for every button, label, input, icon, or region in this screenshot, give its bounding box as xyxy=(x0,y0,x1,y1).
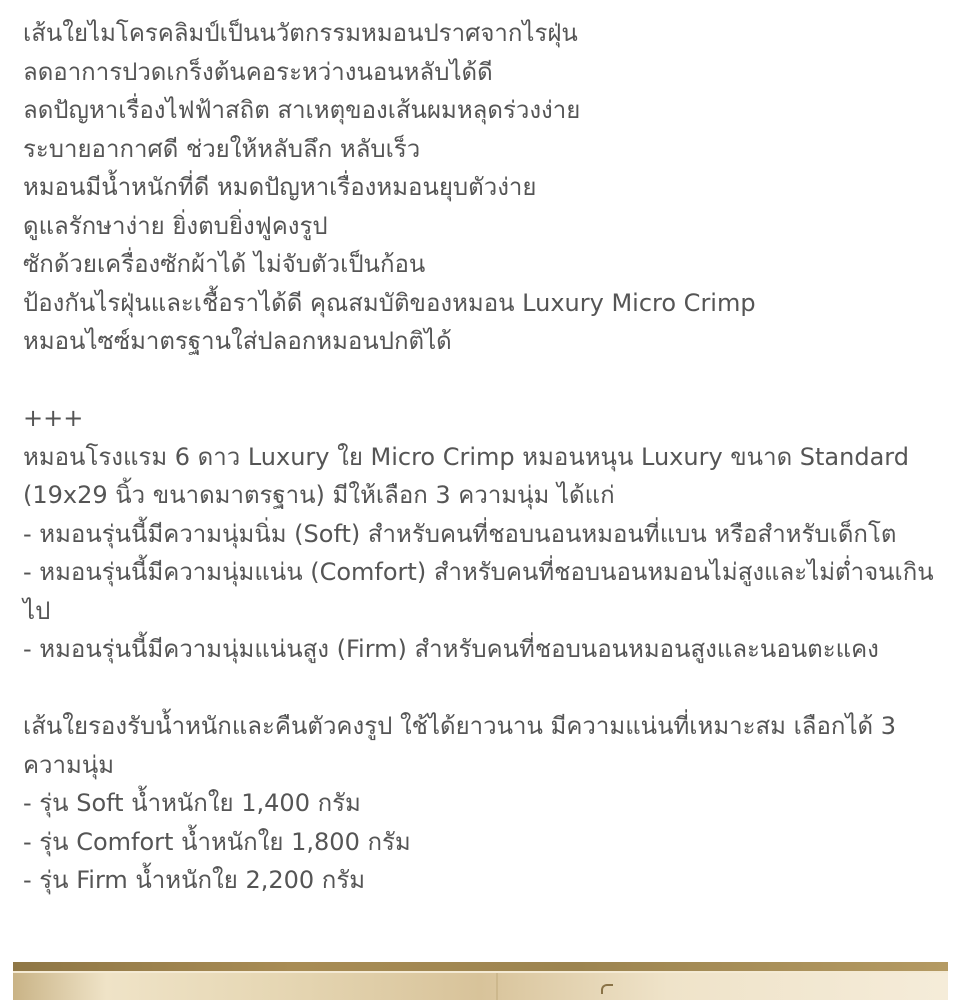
feature-item: ระบายอากาศดี ช่วยให้หลับลึก หลับเร็ว xyxy=(23,134,421,163)
firmness-option: - หมอนรุ่นนี้มีความนุ่มแน่นสูง (Firm) สำหรับคนที่ชอบนอนหมอนสูงและนอนตะแคง xyxy=(23,635,879,663)
weight-item: - รุ่น Soft น้ำหนักใย 1,400 กรัม xyxy=(23,789,361,817)
banner-gold-panel xyxy=(13,973,948,1000)
feature-item: ลดปัญหาเรื่องไฟฟ้าสถิต สาเหตุของเส้นผมหลุดร่วงง่าย xyxy=(23,96,581,124)
feature-item: เส้นใยไมโครคลิมป์เป็นนวัตกรรมหมอนปราศจากไรฝุ่น xyxy=(23,19,578,47)
weight-item: - รุ่น Comfort น้ำหนักใย 1,800 กรัม xyxy=(23,827,411,856)
feature-item: ลดอาการปวดเกร็งต้นคอระหว่างนอนหลับได้ดี xyxy=(23,57,493,86)
spacer xyxy=(23,669,943,708)
weight-item: - รุ่น Firm น้ำหนักใย 2,200 กรัม xyxy=(23,866,366,894)
firmness-option: - หมอนรุ่นนี้มีความนุ่มแน่น (Comfort) สำหรับคนที่ชอบนอนหมอนไม่สูงและไม่ต่ำจนเกินไป xyxy=(23,558,934,625)
feature-item: หมอนมีน้ำหนักที่ดี หมดปัญหาเรื่องหมอนยุบตัวง่าย xyxy=(23,173,537,201)
firmness-option: - หมอนรุ่นนี้มีความนุ่มนิ่ม (Soft) สำหรับคนที่ชอบนอนหมอนที่แบน หรือสำหรับเด็กโต xyxy=(23,519,897,548)
spacer xyxy=(23,361,943,400)
firmness-list xyxy=(23,515,943,669)
section-separator: +++ xyxy=(23,404,84,432)
banner-ornament-icon xyxy=(601,984,613,994)
feature-item: ป้องกันไรฝุ่นและเชื้อราได้ดี คุณสมบัติของหมอน Luxury Micro Crimp xyxy=(23,288,756,317)
feature-item: หมอนไซซ์มาตรฐานใส่ปลอกหมอนปกติได้ xyxy=(23,327,452,355)
gold-banner-image xyxy=(13,962,948,1000)
feature-list xyxy=(23,14,943,361)
feature-item: ซักด้วยเครื่องซักผ้าได้ ไม่จับตัวเป็นก้อน xyxy=(23,250,426,278)
feature-item: ดูแลรักษาง่าย ยิ่งตบยิ่งฟูคงรูป xyxy=(23,211,328,240)
fiber-intro: เส้นใยรองรับน้ำหนักและคืนตัวคงรูป ใช้ได้ยาวนาน มีความแน่นที่เหมาะสม เลือกได้ 3 ความนุ่ม xyxy=(23,712,897,779)
weight-list xyxy=(23,784,943,900)
product-intro: หมอนโรงแรม 6 ดาว Luxury ใย Micro Crimp หมอนหนุน Luxury ขนาด Standard (19x29 นิ้ว ขนาดมาตรฐาน) มีให้เลือก 3 ความนุ่ม ได้แก่ xyxy=(23,442,909,509)
banner-divider xyxy=(496,973,498,1000)
product-description xyxy=(23,14,943,900)
banner-gold-bar xyxy=(13,962,948,971)
